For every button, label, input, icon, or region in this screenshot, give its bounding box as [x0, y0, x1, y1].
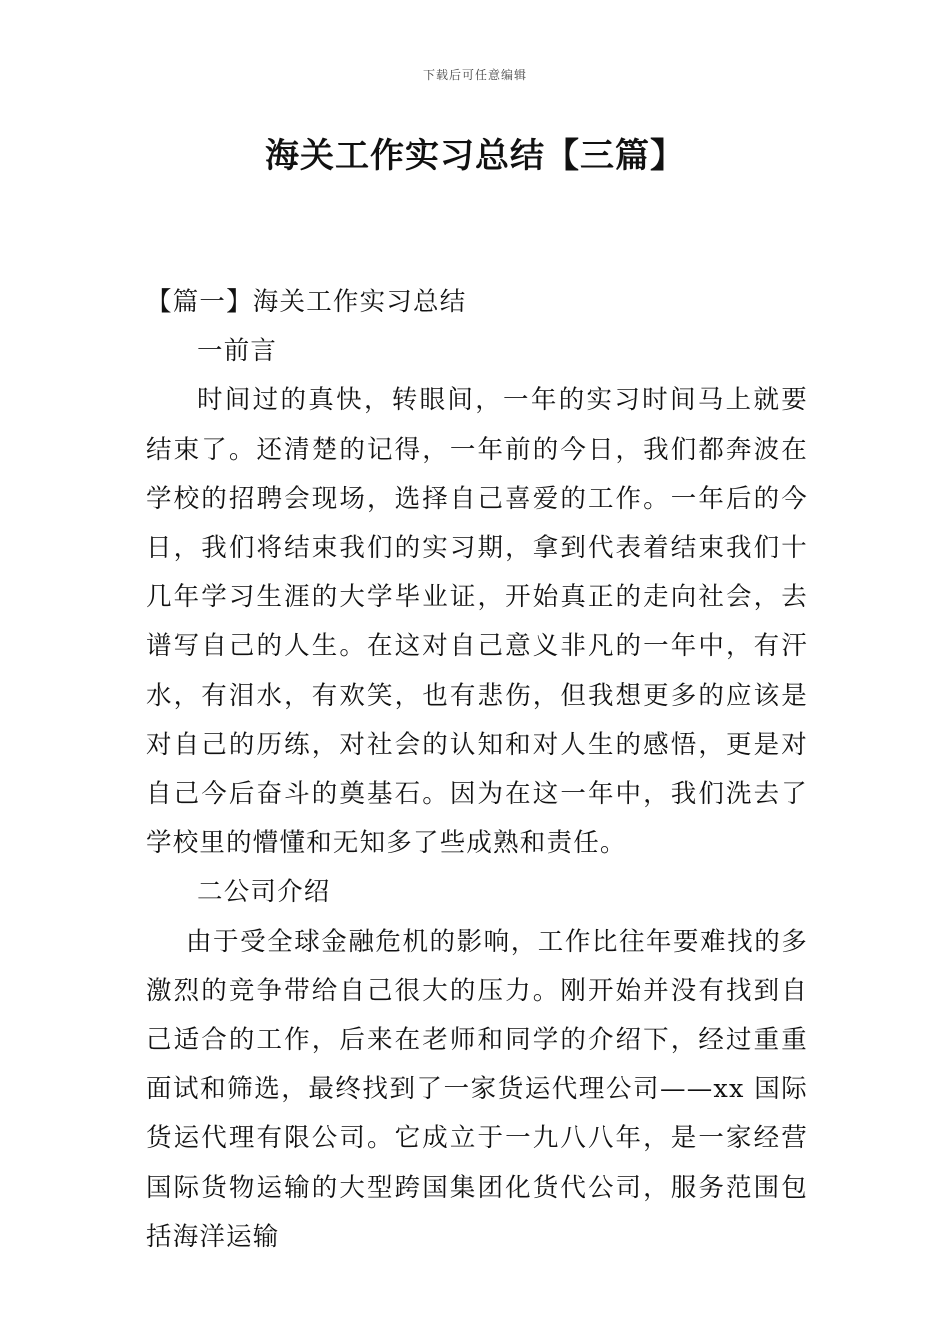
document-body — [146, 278, 808, 1262]
document-title: 海关工作实习总结【三篇】 — [265, 136, 685, 176]
page-header-note: 下载后可任意编辑 — [422, 68, 527, 82]
subsection-heading-preface: 一前言 — [197, 336, 278, 367]
section-heading: 【篇一】海关工作实习总结 — [146, 287, 467, 317]
paragraph-preface: 时间过的真快，转眼间，一年的实习时间马上就要结束了。还清楚的记得，一年前的今日，我们都奔波在学校的招聘会现场，选择自己喜爱的工作。一年后的今日，我们将结束我们的实习期，拿到代表着结束我们十几年学习生涯的大学毕业证，开始真正的走向社会，去谱写自己的人生。在这对自己意义非凡的一年中，有汗水，有泪水，有欢笑，也有悲伤，但我想更多的应该是对自己的历练，对社会的认知和对人生的感悟，更是对自己今后奋斗的奠基石。因为在这一年中，我们洗去了学校里的懵懂和无知多了些成熟和责任。 — [146, 385, 808, 859]
paragraph-company: 由于受全球金融危机的影响，工作比往年要难找的多激烈的竞争带给自己很大的压力。刚开始并没有找到自己适合的工作，后来在老师和同学的介绍下，经过重重面试和筛选，最终找到了一家货运代理公司——xx 国际货运代理有限公司。它成立于一九八八年，是一家经营国际货物运输的大型跨国集团化货代公司，服务范围包括海洋运输 — [146, 926, 808, 1252]
subsection-heading-company: 二公司介绍 — [197, 877, 331, 908]
